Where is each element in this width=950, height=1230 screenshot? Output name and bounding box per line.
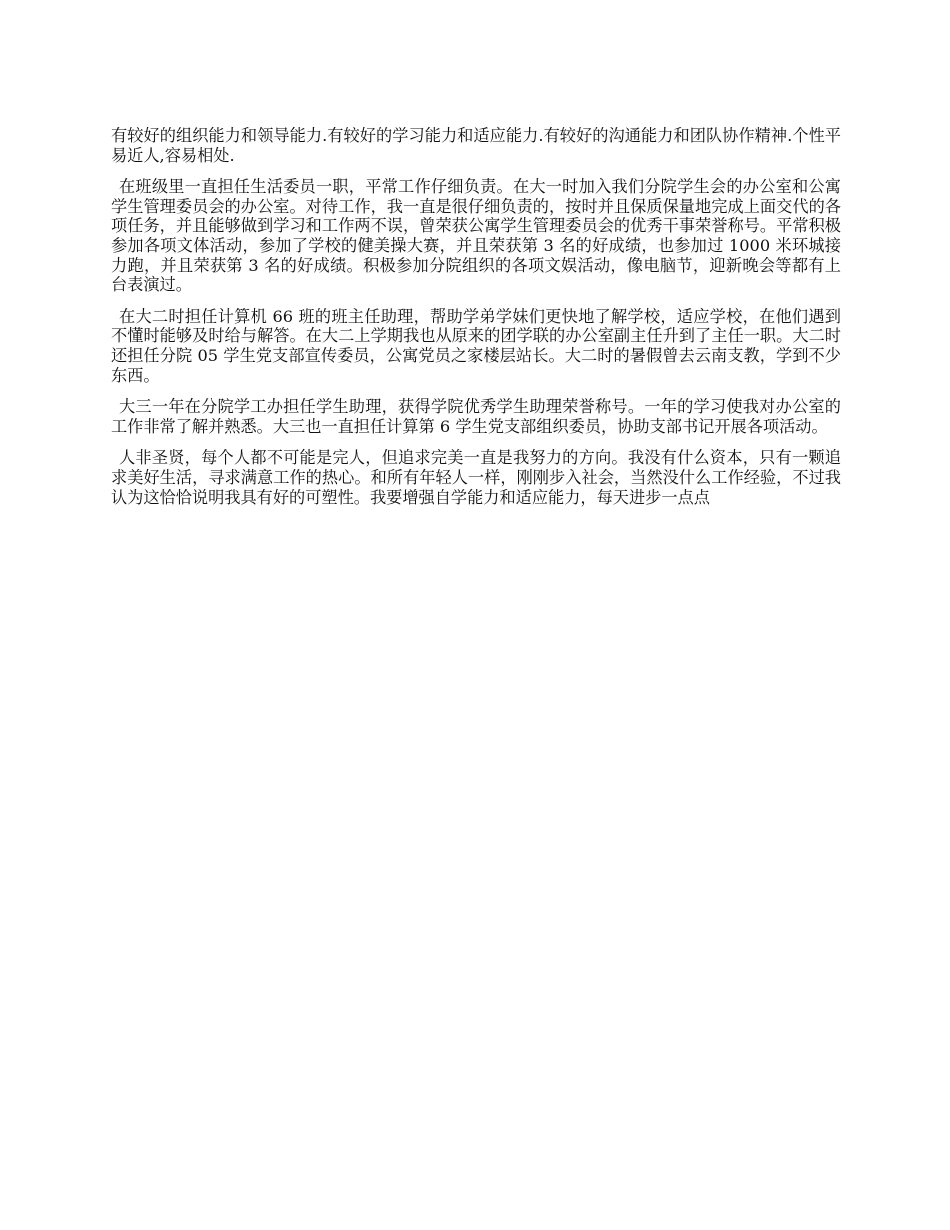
paragraph-2: 在班级里一直担任生活委员一职，平常工作仔细负责。在大一时加入我们分院学生会的办公室和公寓学生管理委员会的办公室。对待工作，我一直是很仔细负责的，按时并且保质保量地完成上面交代的各项任务，并且能够做到学习和工作两不误，曾荣获公寓学生管理委员会的优秀干事荣誉称号。平常积极参加各项文体活动，参加了学校的健美操大赛，并且荣获第 3 名的好成绩，也参加过 1000 米环城接力跑，并且荣获第 3 名的好成绩。积极参加分院组织的各项文娱活动，像电脑节，迎新晚会等都有上台表演过。 — [111, 177, 841, 295]
paragraph-3: 在大二时担任计算机 66 班的班主任助理，帮助学弟学妹们更快地了解学校，适应学校，在他们遇到不懂时能够及时给与解答。在大二上学期我也从原来的团学联的办公室副主任升到了主任一职。大二时还担任分院 05 学生党支部宣传委员，公寓党员之家楼层站长。大二时的暑假曾去云南支教，学到不少东西。 — [111, 306, 841, 385]
paragraph-1: 有较好的组织能力和领导能力.有较好的学习能力和适应能力.有较好的沟通能力和团队协作精神.个性平易近人,容易相处. — [111, 126, 841, 165]
paragraph-4: 大三一年在分院学工办担任学生助理，获得学院优秀学生助理荣誉称号。一年的学习使我对办公室的工作非常了解并熟悉。大三也一直担任计算第 6 学生党支部组织委员，协助支部书记开展各项活动。 — [111, 397, 841, 436]
paragraph-5: 人非圣贤，每个人都不可能是完人，但追求完美一直是我努力的方向。我没有什么资本，只有一颗追求美好生活，寻求满意工作的热心。和所有年轻人一样，刚刚步入社会，当然没什么工作经验，不过我认为这恰恰说明我具有好的可塑性。我要增强自学能力和适应能力，每天进步一点点 — [111, 448, 841, 507]
document-body — [111, 126, 841, 519]
